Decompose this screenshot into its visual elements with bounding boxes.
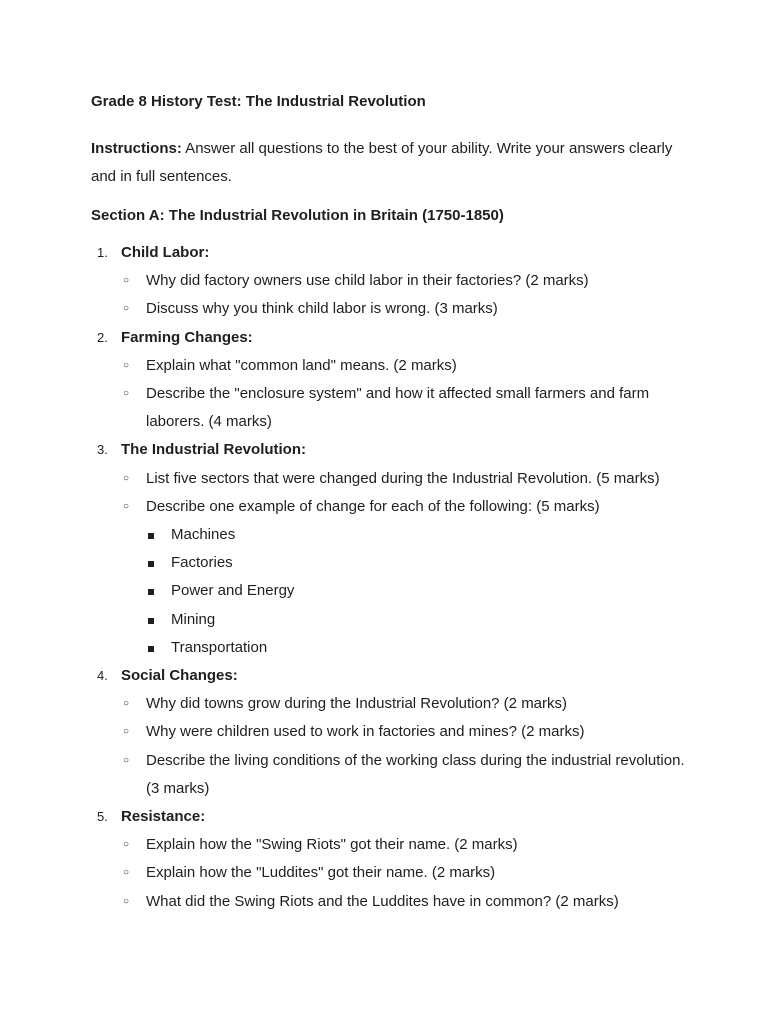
sector-text: Power and Energy	[171, 582, 295, 600]
sub-question	[91, 380, 686, 436]
sector-item	[91, 521, 686, 549]
sub-question	[91, 267, 686, 295]
sub-question-text: Describe one example of change for each of the following: (5 marks)	[146, 497, 600, 515]
sub-question-text: Why were children used to work in factories and mines? (2 marks)	[146, 723, 585, 741]
sub-question	[91, 859, 686, 887]
question-heading-line	[91, 662, 711, 690]
question-number: 4.	[97, 667, 108, 683]
circle-bullet-icon: ○	[123, 387, 130, 399]
circle-bullet-icon: ○	[123, 867, 130, 879]
square-bullet-icon	[148, 646, 154, 652]
sub-question-text: Why did factory owners use child labor in their factories? (2 marks)	[146, 272, 589, 290]
sub-question-list	[91, 831, 711, 916]
sub-question-text: Explain how the "Luddites" got their name. (2 marks)	[146, 864, 496, 882]
circle-bullet-icon: ○	[123, 303, 130, 315]
sub-question-text: Explain how the "Swing Riots" got their name. (2 marks)	[146, 836, 518, 854]
question-heading-line	[91, 803, 711, 831]
instructions-text: Answer all questions to the best of your ability. Write your answers clearly and in full sentences.	[91, 140, 673, 185]
sub-question	[91, 295, 686, 323]
question-number: 2.	[97, 329, 108, 345]
instructions-paragraph	[91, 135, 691, 191]
sub-question-text: List five sectors that were changed during the Industrial Revolution. (5 marks)	[146, 469, 660, 487]
square-bullet-icon	[148, 618, 154, 624]
sector-item	[91, 577, 686, 605]
sector-item	[91, 549, 686, 577]
sub-question	[91, 718, 686, 746]
question-item	[91, 324, 711, 437]
square-bullet-icon	[148, 589, 154, 595]
question-heading: Child Labor:	[121, 244, 210, 261]
circle-bullet-icon: ○	[123, 472, 130, 484]
question-heading-line	[91, 436, 711, 464]
sub-question-text: Describe the "enclosure system" and how it affected small farmers and farm laborers. (4 marks)	[146, 384, 650, 431]
sub-question-text: Why did towns grow during the Industrial Revolution? (2 marks)	[146, 695, 568, 713]
circle-bullet-icon: ○	[123, 895, 130, 907]
sector-text: Factories	[171, 554, 233, 572]
circle-bullet-icon: ○	[123, 754, 130, 766]
circle-bullet-icon: ○	[123, 359, 130, 371]
sub-question-text: Describe the living conditions of the working class during the industrial revolution. (3 marks)	[146, 751, 685, 797]
sub-question-list	[91, 352, 711, 437]
section-heading: Section A: The Industrial Revolution in Britain (1750-1850)	[91, 207, 504, 224]
circle-bullet-icon: ○	[123, 275, 130, 287]
sector-text: Mining	[171, 610, 216, 628]
document-title: Grade 8 History Test: The Industrial Revolution	[91, 93, 426, 110]
question-item	[91, 662, 711, 803]
sub-question-list	[91, 465, 711, 662]
circle-bullet-icon: ○	[123, 500, 130, 512]
sector-item	[91, 606, 686, 634]
question-number: 1.	[97, 245, 108, 260]
square-bullet-icon	[148, 533, 154, 539]
sub-question	[91, 831, 686, 859]
sub-question	[91, 352, 686, 380]
sector-text: Machines	[171, 525, 236, 543]
instructions-label: Instructions:	[91, 140, 182, 157]
circle-bullet-icon: ○	[123, 698, 130, 710]
sub-question	[91, 690, 686, 718]
circle-bullet-icon: ○	[123, 726, 130, 738]
sub-question-text: What did the Swing Riots and the Luddites have in common? (2 marks)	[146, 892, 619, 910]
sector-list	[146, 521, 686, 662]
square-bullet-icon	[148, 561, 154, 567]
circle-bullet-icon: ○	[123, 839, 130, 851]
sub-question-text: Explain what "common land" means. (2 marks)	[146, 356, 457, 374]
question-heading: The Industrial Revolution:	[121, 441, 307, 459]
sub-question	[91, 465, 686, 493]
question-heading: Farming Changes:	[121, 328, 253, 346]
question-item	[91, 436, 711, 662]
question-number: 3.	[97, 442, 108, 458]
question-heading-line	[91, 239, 711, 267]
sub-question	[91, 888, 686, 916]
question-item	[91, 803, 711, 916]
sub-question	[91, 747, 686, 803]
sub-question-list	[91, 267, 711, 323]
sub-question-text: Discuss why you think child labor is wrong. (3 marks)	[146, 300, 498, 318]
sector-text: Transportation	[171, 638, 268, 656]
question-heading: Resistance:	[121, 807, 206, 825]
question-item	[91, 239, 711, 324]
question-heading: Social Changes:	[121, 666, 238, 684]
question-list	[91, 239, 711, 916]
question-number: 5.	[97, 808, 108, 824]
sub-question	[91, 493, 686, 662]
sector-item	[91, 634, 686, 662]
sub-question-list	[91, 690, 711, 803]
question-heading-line	[91, 324, 711, 352]
